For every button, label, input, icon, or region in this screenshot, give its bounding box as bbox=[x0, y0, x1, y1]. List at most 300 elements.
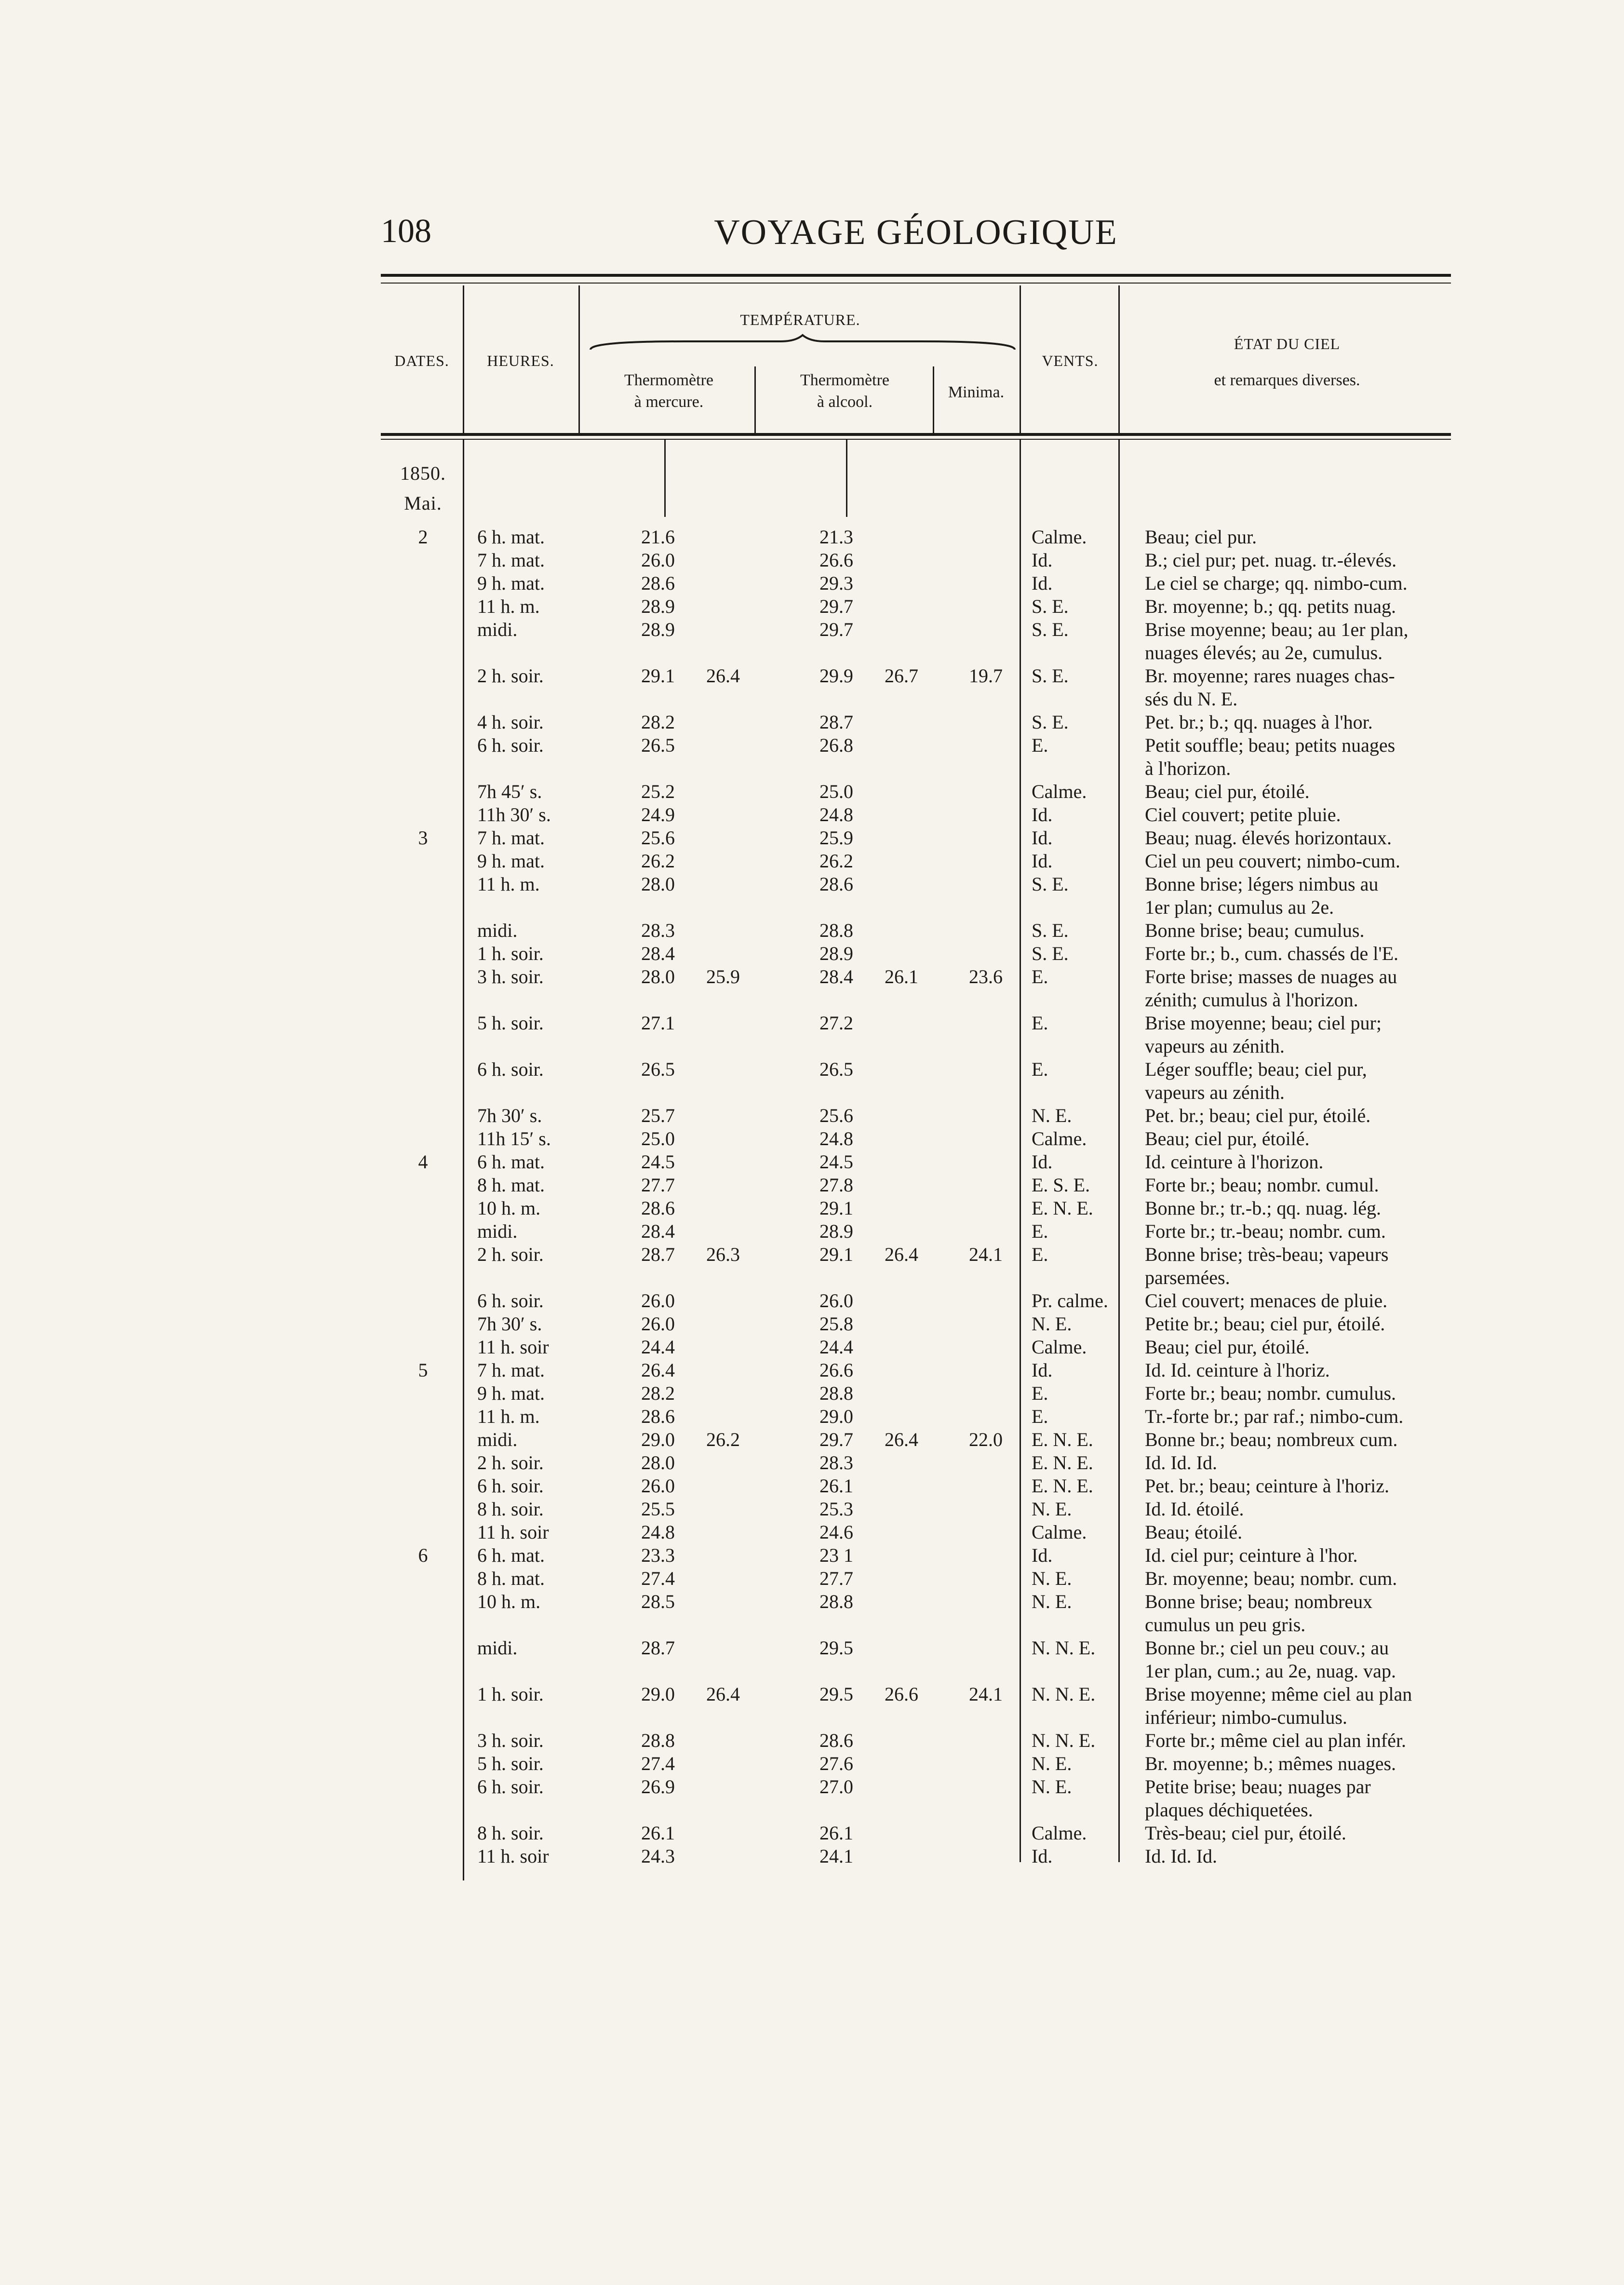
table-row bbox=[381, 1197, 1490, 1220]
date-cell bbox=[381, 965, 465, 988]
mercure-cell bbox=[586, 896, 680, 919]
mercure-cell bbox=[586, 1266, 680, 1289]
etat-cell: Léger souffle; beau; ciel pur, bbox=[1145, 1058, 1367, 1080]
etat-cell: Bonne br.; tr.-b.; qq. nuag. lég. bbox=[1145, 1197, 1381, 1219]
alcool-cell: 27.7 bbox=[819, 1568, 853, 1589]
alcool-mean-cell bbox=[858, 1845, 945, 1868]
year-label: 1850. bbox=[400, 462, 446, 484]
minima-cell bbox=[945, 1289, 1027, 1312]
mercure-mean-cell bbox=[680, 1289, 766, 1312]
hour-cell: 10 h. m. bbox=[477, 1591, 541, 1612]
hour-cell: 2 h. soir. bbox=[477, 1244, 544, 1265]
vent-cell: E. N. E. bbox=[1032, 1197, 1093, 1219]
mercure-cell: 25.0 bbox=[641, 1128, 675, 1149]
alcool-mean-cell bbox=[858, 1822, 945, 1845]
mercure-mean-cell bbox=[680, 896, 766, 919]
date-cell bbox=[381, 734, 465, 757]
mercure-mean-cell bbox=[680, 1544, 766, 1567]
vent-cell: Id. bbox=[1032, 572, 1053, 594]
etat-cell: Id. ciel pur; ceinture à l'hor. bbox=[1145, 1544, 1358, 1566]
alcool-cell bbox=[766, 1613, 858, 1636]
mercure-mean-cell bbox=[680, 757, 766, 780]
mercure-mean-cell bbox=[680, 942, 766, 965]
minima-cell: 24.1 bbox=[969, 1683, 1003, 1705]
date-cell bbox=[381, 688, 465, 711]
date-cell bbox=[381, 1336, 465, 1359]
alcool-mean-cell bbox=[858, 1289, 945, 1312]
minima-cell bbox=[945, 1729, 1027, 1752]
meteo-table-body bbox=[381, 526, 1490, 1868]
alcool-cell bbox=[766, 1706, 858, 1729]
etat-cell: Beau; ciel pur, étoilé. bbox=[1145, 1128, 1310, 1149]
mercure-cell: 29.0 bbox=[641, 1429, 675, 1450]
date-cell bbox=[381, 988, 465, 1012]
etat-cell: Id. Id. étoilé. bbox=[1145, 1498, 1244, 1520]
alcool-mean-cell: 26.4 bbox=[885, 1429, 918, 1450]
hour-cell: 4 h. soir. bbox=[477, 711, 544, 733]
alcool-cell: 26.6 bbox=[819, 1359, 853, 1381]
minima-cell bbox=[945, 1266, 1027, 1289]
vent-cell bbox=[1027, 641, 1133, 664]
table-row bbox=[381, 1289, 1490, 1312]
table-row bbox=[381, 1058, 1490, 1081]
alcool-mean-cell bbox=[858, 734, 945, 757]
mercure-cell: 24.3 bbox=[641, 1845, 675, 1867]
etat-cell: zénith; cumulus à l'horizon. bbox=[1145, 989, 1358, 1011]
vent-cell bbox=[1027, 1081, 1133, 1104]
date-cell bbox=[381, 1798, 465, 1822]
temperature-brace bbox=[588, 333, 1017, 352]
mercure-cell: 26.5 bbox=[641, 734, 675, 756]
alcool-cell: 27.2 bbox=[819, 1012, 853, 1034]
date-cell bbox=[381, 1752, 465, 1775]
mercure-cell: 26.4 bbox=[641, 1359, 675, 1381]
mercure-mean-cell bbox=[680, 1451, 766, 1474]
mercure-mean-cell bbox=[680, 711, 766, 734]
mercure-mean-cell bbox=[680, 1660, 766, 1683]
table-row bbox=[381, 965, 1490, 988]
date-cell bbox=[381, 1498, 465, 1521]
alcool-cell: 24.1 bbox=[819, 1845, 853, 1867]
hour-cell: 8 h. mat. bbox=[477, 1174, 545, 1196]
hour-cell: midi. bbox=[477, 919, 518, 941]
alcool-cell: 28.7 bbox=[819, 711, 853, 733]
minima-cell bbox=[945, 1706, 1027, 1729]
alcool-cell: 29.5 bbox=[819, 1637, 853, 1659]
mercure-cell: 27.4 bbox=[641, 1753, 675, 1774]
etat-cell: Id. Id. Id. bbox=[1145, 1845, 1217, 1867]
table-row bbox=[381, 1798, 1490, 1822]
hour-cell bbox=[465, 688, 586, 711]
alcool-cell: 25.0 bbox=[819, 781, 853, 802]
vent-cell bbox=[1027, 1035, 1133, 1058]
mercure-cell: 25.7 bbox=[641, 1105, 675, 1126]
etat-cell: Beau; nuag. élevés horizontaux. bbox=[1145, 827, 1392, 849]
mercure-cell: 28.6 bbox=[641, 1197, 675, 1219]
alcool-mean-cell bbox=[858, 549, 945, 572]
table-row bbox=[381, 1706, 1490, 1729]
etat-cell: Pet. br.; beau; ceinture à l'horiz. bbox=[1145, 1475, 1390, 1497]
date-cell bbox=[381, 618, 465, 641]
header-etat-2: et remarques diverses. bbox=[1214, 371, 1360, 389]
table-row bbox=[381, 942, 1490, 965]
header-rule-thick bbox=[381, 433, 1451, 436]
alcool-cell: 27.0 bbox=[819, 1776, 853, 1798]
date-cell: 6 bbox=[418, 1544, 428, 1566]
minima-cell bbox=[945, 1521, 1027, 1544]
alcool-cell: 28.6 bbox=[819, 873, 853, 895]
mercure-cell bbox=[586, 1035, 680, 1058]
alcool-cell: 25.3 bbox=[819, 1498, 853, 1520]
alcool-cell: 25.9 bbox=[819, 827, 853, 849]
mercure-cell: 25.5 bbox=[641, 1498, 675, 1520]
alcool-cell: 21.3 bbox=[819, 526, 853, 548]
etat-cell: 1er plan, cum.; au 2e, nuag. vap. bbox=[1145, 1660, 1396, 1682]
etat-cell: Beau; ciel pur, étoilé. bbox=[1145, 1336, 1310, 1358]
alcool-cell bbox=[766, 988, 858, 1012]
date-cell bbox=[381, 803, 465, 826]
hour-cell: 2 h. soir. bbox=[477, 1452, 544, 1474]
minima-cell bbox=[945, 1127, 1027, 1150]
date-cell: 2 bbox=[418, 526, 428, 548]
mercure-cell: 24.8 bbox=[641, 1521, 675, 1543]
vent-cell bbox=[1027, 1706, 1133, 1729]
date-cell bbox=[381, 919, 465, 942]
etat-cell: Br. moyenne; rares nuages chas- bbox=[1145, 665, 1395, 687]
vent-cell: E. bbox=[1032, 1220, 1048, 1242]
divider-vents bbox=[1118, 285, 1120, 434]
mercure-cell: 28.0 bbox=[641, 873, 675, 895]
etat-cell: Beau; ciel pur, étoilé. bbox=[1145, 781, 1310, 802]
alcool-mean-cell bbox=[858, 641, 945, 664]
minima-cell bbox=[945, 1312, 1027, 1336]
hour-cell: midi. bbox=[477, 1429, 518, 1450]
mercure-cell bbox=[586, 1706, 680, 1729]
date-cell bbox=[381, 1174, 465, 1197]
vent-cell: Calme. bbox=[1032, 1521, 1087, 1543]
minima-cell bbox=[945, 1382, 1027, 1405]
mercure-cell: 24.9 bbox=[641, 804, 675, 825]
etat-cell: Très-beau; ciel pur, étoilé. bbox=[1145, 1822, 1346, 1844]
vent-cell: N. E. bbox=[1032, 1591, 1072, 1612]
vent-cell bbox=[1027, 1798, 1133, 1822]
date-cell bbox=[381, 1058, 465, 1081]
minima-cell bbox=[945, 1590, 1027, 1613]
alcool-mean-cell bbox=[858, 1567, 945, 1590]
etat-cell: Bonne brise; beau; cumulus. bbox=[1145, 919, 1365, 941]
mercure-cell: 28.3 bbox=[641, 919, 675, 941]
alcool-mean-cell bbox=[858, 1359, 945, 1382]
alcool-mean-cell bbox=[858, 803, 945, 826]
date-cell bbox=[381, 1289, 465, 1312]
mercure-cell: 27.4 bbox=[641, 1568, 675, 1589]
hour-cell: 6 h. soir. bbox=[477, 734, 544, 756]
mercure-mean-cell bbox=[680, 526, 766, 549]
mercure-mean-cell bbox=[680, 1845, 766, 1868]
alcool-mean-cell bbox=[858, 618, 945, 641]
alcool-cell: 26.6 bbox=[819, 549, 853, 571]
vent-cell: Id. bbox=[1032, 1544, 1053, 1566]
mercure-cell bbox=[586, 757, 680, 780]
header-dates: DATES. bbox=[394, 352, 449, 369]
etat-cell: vapeurs au zénith. bbox=[1145, 1082, 1285, 1103]
mercure-mean-cell bbox=[680, 873, 766, 896]
mercure-cell: 28.2 bbox=[641, 1382, 675, 1404]
mercure-cell: 28.7 bbox=[641, 1244, 675, 1265]
date-cell bbox=[381, 873, 465, 896]
etat-cell: Brise moyenne; beau; ciel pur; bbox=[1145, 1012, 1382, 1034]
mercure-cell bbox=[586, 641, 680, 664]
mercure-mean-cell bbox=[680, 1359, 766, 1382]
minima-cell bbox=[945, 1660, 1027, 1683]
mercure-mean-cell bbox=[680, 1636, 766, 1660]
mercure-cell: 26.9 bbox=[641, 1776, 675, 1798]
minima-cell bbox=[945, 1104, 1027, 1127]
hour-cell: 6 h. soir. bbox=[477, 1058, 544, 1080]
minima-cell bbox=[945, 1174, 1027, 1197]
hour-cell: 3 h. soir. bbox=[477, 1730, 544, 1751]
etat-cell: Pet. br.; b.; qq. nuages à l'hor. bbox=[1145, 711, 1373, 733]
alcool-mean-cell bbox=[858, 711, 945, 734]
mercure-cell: 28.4 bbox=[641, 1220, 675, 1242]
table-row bbox=[381, 1243, 1490, 1266]
minima-cell bbox=[945, 1220, 1027, 1243]
hour-cell: 5 h. soir. bbox=[477, 1753, 544, 1774]
table-row bbox=[381, 757, 1490, 780]
vent-cell: E. S. E. bbox=[1032, 1174, 1090, 1196]
alcool-cell: 29.9 bbox=[819, 665, 853, 687]
etat-cell: Petite br.; beau; ciel pur, étoilé. bbox=[1145, 1313, 1385, 1335]
alcool-cell bbox=[766, 688, 858, 711]
etat-cell: Ciel couvert; menaces de pluie. bbox=[1145, 1290, 1388, 1312]
hour-cell: 7h 30′ s. bbox=[477, 1105, 542, 1126]
date-cell bbox=[381, 1104, 465, 1127]
table-row bbox=[381, 1312, 1490, 1336]
etat-cell: Bonne brise; légers nimbus au bbox=[1145, 873, 1379, 895]
date-cell bbox=[381, 1451, 465, 1474]
mercure-mean-cell bbox=[680, 734, 766, 757]
top-rule-thick bbox=[381, 274, 1451, 277]
hour-cell: 7 h. mat. bbox=[477, 1359, 545, 1381]
hour-cell: 7h 30′ s. bbox=[477, 1313, 542, 1335]
hour-cell: 11 h. soir bbox=[477, 1521, 549, 1543]
hour-cell: 6 h. soir. bbox=[477, 1475, 544, 1497]
mercure-mean-cell bbox=[680, 1104, 766, 1127]
mercure-cell: 26.2 bbox=[641, 850, 675, 872]
mercure-mean-cell bbox=[680, 1775, 766, 1798]
alcool-cell: 29.1 bbox=[819, 1244, 853, 1265]
mercure-mean-cell bbox=[680, 1729, 766, 1752]
mercure-cell: 26.0 bbox=[641, 549, 675, 571]
divider-mercure bbox=[754, 366, 756, 434]
hour-cell: midi. bbox=[477, 1637, 518, 1659]
minima-cell: 23.6 bbox=[969, 966, 1003, 987]
mercure-mean-cell bbox=[680, 850, 766, 873]
vent-cell bbox=[1027, 988, 1133, 1012]
etat-cell: parsemées. bbox=[1145, 1267, 1230, 1288]
alcool-cell: 29.1 bbox=[819, 1197, 853, 1219]
alcool-mean-cell bbox=[858, 1266, 945, 1289]
alcool-cell: 24.8 bbox=[819, 1128, 853, 1149]
minima-cell bbox=[945, 942, 1027, 965]
hour-cell: 7 h. mat. bbox=[477, 827, 545, 849]
mercure-cell: 27.1 bbox=[641, 1012, 675, 1034]
mercure-cell: 28.6 bbox=[641, 572, 675, 594]
alcool-cell bbox=[766, 1035, 858, 1058]
alcool-cell: 29.7 bbox=[819, 619, 853, 640]
vent-cell: Id. bbox=[1032, 1151, 1053, 1173]
date-cell bbox=[381, 595, 465, 618]
minima-cell bbox=[945, 1822, 1027, 1845]
hour-cell: 11 h. soir bbox=[477, 1336, 549, 1358]
vent-cell: E. bbox=[1032, 1012, 1048, 1034]
date-cell bbox=[381, 757, 465, 780]
etat-cell: Petit souffle; beau; petits nuages bbox=[1145, 734, 1396, 756]
mercure-cell: 28.4 bbox=[641, 943, 675, 964]
mercure-cell: 25.6 bbox=[641, 827, 675, 849]
alcool-mean-cell: 26.6 bbox=[885, 1683, 918, 1705]
table-row bbox=[381, 1775, 1490, 1798]
hour-cell: 10 h. m. bbox=[477, 1197, 541, 1219]
date-cell bbox=[381, 1845, 465, 1868]
mercure-cell: 29.0 bbox=[641, 1683, 675, 1705]
minima-cell bbox=[945, 780, 1027, 803]
table-row bbox=[381, 1127, 1490, 1150]
etat-cell: Forte br.; beau; nombr. cumul. bbox=[1145, 1174, 1379, 1196]
mercure-mean-cell bbox=[680, 1752, 766, 1775]
alcool-mean-cell bbox=[858, 1220, 945, 1243]
etat-cell: plaques déchiquetées. bbox=[1145, 1799, 1313, 1821]
hour-cell: 11h 30′ s. bbox=[477, 804, 551, 825]
mercure-cell: 21.6 bbox=[641, 526, 675, 548]
minima-cell bbox=[945, 919, 1027, 942]
table-row bbox=[381, 549, 1490, 572]
vent-cell: S. E. bbox=[1032, 711, 1069, 733]
mercure-cell: 26.5 bbox=[641, 1058, 675, 1080]
vent-cell: N. E. bbox=[1032, 1568, 1072, 1589]
hour-cell: 11 h. m. bbox=[477, 595, 540, 617]
table-row bbox=[381, 526, 1490, 549]
etat-cell: Tr.-forte br.; par raf.; nimbo-cum. bbox=[1145, 1406, 1404, 1427]
date-cell bbox=[381, 1474, 465, 1498]
table-row bbox=[381, 1660, 1490, 1683]
mercure-cell: 28.7 bbox=[641, 1637, 675, 1659]
mercure-mean-cell bbox=[680, 1127, 766, 1150]
etat-cell: Brise moyenne; même ciel au plan bbox=[1145, 1683, 1412, 1705]
date-cell bbox=[381, 1312, 465, 1336]
alcool-cell: 26.2 bbox=[819, 850, 853, 872]
mercure-cell: 27.7 bbox=[641, 1174, 675, 1196]
alcool-cell: 24.8 bbox=[819, 804, 853, 825]
alcool-mean-cell bbox=[858, 1127, 945, 1150]
minima-cell bbox=[945, 1150, 1027, 1174]
table-row bbox=[381, 896, 1490, 919]
alcool-mean-cell bbox=[858, 942, 945, 965]
alcool-cell: 26.1 bbox=[819, 1475, 853, 1497]
vent-cell: Id. bbox=[1032, 1845, 1053, 1867]
vent-cell: N. E. bbox=[1032, 1313, 1072, 1335]
date-cell bbox=[381, 664, 465, 688]
date-cell bbox=[381, 942, 465, 965]
minima-cell bbox=[945, 1775, 1027, 1798]
table-row bbox=[381, 826, 1490, 850]
alcool-cell: 29.5 bbox=[819, 1683, 853, 1705]
vent-cell: S. E. bbox=[1032, 919, 1069, 941]
minima-cell bbox=[945, 1613, 1027, 1636]
mercure-cell bbox=[586, 1081, 680, 1104]
alcool-cell: 29.0 bbox=[819, 1406, 853, 1427]
vent-cell: Id. bbox=[1032, 549, 1053, 571]
mercure-mean-cell bbox=[680, 1498, 766, 1521]
mercure-mean-cell: 26.4 bbox=[706, 665, 740, 687]
alcool-cell: 28.8 bbox=[819, 1591, 853, 1612]
etat-cell: 1er plan; cumulus au 2e. bbox=[1145, 896, 1334, 918]
table-row bbox=[381, 1613, 1490, 1636]
minima-cell bbox=[945, 1752, 1027, 1775]
date-cell bbox=[381, 1636, 465, 1660]
vent-cell: Calme. bbox=[1032, 1128, 1087, 1149]
divider-heures bbox=[578, 285, 580, 434]
table-row bbox=[381, 780, 1490, 803]
minima-cell bbox=[945, 1405, 1027, 1428]
alcool-mean-cell bbox=[858, 1451, 945, 1474]
vent-cell bbox=[1027, 688, 1133, 711]
etat-cell: Id. ceinture à l'horizon. bbox=[1145, 1151, 1324, 1173]
hour-cell bbox=[465, 757, 586, 780]
table-row bbox=[381, 1150, 1490, 1174]
alcool-mean-cell bbox=[858, 988, 945, 1012]
minima-cell bbox=[945, 803, 1027, 826]
minima-cell bbox=[945, 1197, 1027, 1220]
alcool-mean-cell bbox=[858, 1660, 945, 1683]
alcool-cell: 29.7 bbox=[819, 595, 853, 617]
table-row bbox=[381, 1544, 1490, 1567]
etat-cell: Bonne br.; ciel un peu couv.; au bbox=[1145, 1637, 1389, 1659]
table-row bbox=[381, 873, 1490, 896]
hour-cell: midi. bbox=[477, 1220, 518, 1242]
alcool-cell: 28.6 bbox=[819, 1730, 853, 1751]
etat-cell: B.; ciel pur; pet. nuag. tr.-élevés. bbox=[1145, 549, 1397, 571]
table-row bbox=[381, 1845, 1490, 1868]
vent-cell: S. E. bbox=[1032, 665, 1069, 687]
table-row bbox=[381, 1636, 1490, 1660]
etat-cell: Forte brise; masses de nuages au bbox=[1145, 966, 1397, 987]
hour-cell bbox=[465, 1613, 586, 1636]
hour-cell: 6 h. mat. bbox=[477, 526, 545, 548]
divider-dates bbox=[463, 285, 464, 434]
alcool-cell: 24.6 bbox=[819, 1521, 853, 1543]
table-row bbox=[381, 1752, 1490, 1775]
vent-cell: E. bbox=[1032, 1244, 1048, 1265]
table-row bbox=[381, 1336, 1490, 1359]
table-row bbox=[381, 1405, 1490, 1428]
mercure-mean-cell: 26.3 bbox=[706, 1244, 740, 1265]
alcool-cell: 26.8 bbox=[819, 734, 853, 756]
alcool-mean-cell bbox=[858, 1729, 945, 1752]
hour-cell: 6 h. mat. bbox=[477, 1544, 545, 1566]
mercure-mean-cell bbox=[680, 1035, 766, 1058]
header-thermo-mercure-2: à mercure. bbox=[634, 393, 704, 411]
running-head bbox=[381, 212, 1451, 260]
vent-cell: E. N. E. bbox=[1032, 1452, 1093, 1474]
mercure-mean-cell bbox=[680, 988, 766, 1012]
vent-cell bbox=[1027, 896, 1133, 919]
mercure-mean-cell bbox=[680, 688, 766, 711]
mercure-cell: 28.0 bbox=[641, 1452, 675, 1474]
mercure-cell bbox=[586, 1798, 680, 1822]
body-divider-alcool-top bbox=[846, 440, 847, 517]
date-cell: 5 bbox=[418, 1359, 428, 1381]
